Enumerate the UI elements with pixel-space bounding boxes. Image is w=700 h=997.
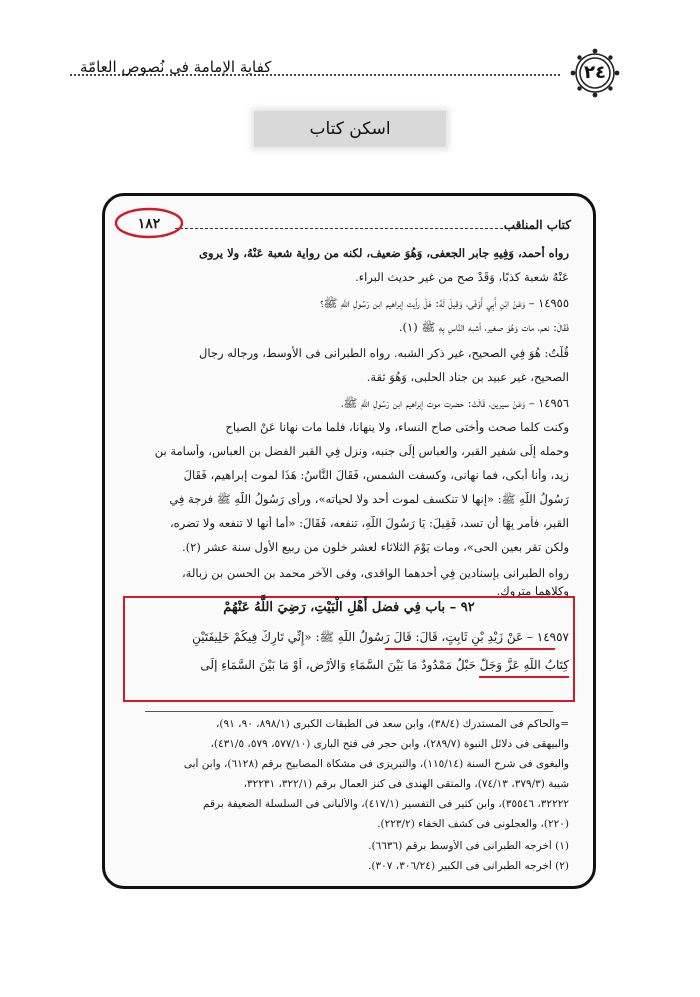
scan-book-title: كتاب المناقب (503, 218, 571, 232)
scan-line: وكنت كلما صحت وأختى صاح النساء، ولا ينهانا، فلما مات نهانا عَنْ الصياح (225, 420, 569, 434)
chapter-title: ٩٢ – باب فِي فضل أَهْلِ الْبَيْتِ، رَضِيَ اللَّهُ عَنْهُمْ (223, 600, 475, 615)
scan-line: القبر، فأمر بِهَا أن تسد، فَقِيلَ: يَا رَسُولَ اللَّهِ، تنفعه، فَقَالَ: «أما أنها لا تنفعه ولا تضره، (169, 516, 569, 530)
scan-line: الصحيح، غير عبيد بن جناد الحلبى، وَهُوَ ثقة. (366, 370, 569, 384)
hadith-line: كِتَابُ اللَّهِ عَزَّ وَجَلَّ حَبْلٌ مَمْدُودٌ مَا بَيْنَ السَّمَاءِ وَالأَرْضِ، أَوْ مَا بَيْنَ السَّمَاءِ إِلَى (200, 658, 569, 672)
footnote-rule (145, 711, 553, 712)
footnote-line: =والحاكم فى المستدرك (٣٨/٤)، وابن سعد فى الطبقات الكبرى (٨٩٨/١، ٩٠، ٩١)، (216, 718, 569, 730)
footnote-line: (٢٢٠)، والعجلونى فى كشف الخفاء (٢٢٣/٢). (377, 818, 569, 830)
footnote-line: شيبة (٣٧٩/٣، ٧٤/١٣)، والمتقى الهندى فى كنز العمال برقم (٣٢٢/١، ٣٢٢٣١، (243, 778, 569, 790)
highlight-underline (479, 676, 569, 678)
scan-line: ١٤٩٥٦ – وَعَنْ سيرين، قَالَتْ: حضرت موت إبراهيم ابن رَسُولِ اللَّهِ ﷺ، (341, 396, 569, 410)
scan-line: زيد، وأنا أبكى، فما نهانى، وكسفت الشمس، فَقَالَ النَّاسُ: هَذَا لموت إبراهيم، فَقَالَ (183, 468, 569, 482)
scanned-page (105, 196, 593, 886)
scan-line: رواه الطبرانى بإسنادين فِي أحدهما الواقدى، وفى الآخر محمد بن الحسن بن زبالة، (181, 566, 569, 580)
scan-line: عَنْهُ شعبة كذبًا، وَقَدْ صح من غير حديث البراء. (355, 270, 569, 284)
scan-header-rule (175, 228, 523, 229)
scan-line: وكلاهما متروك. (496, 584, 569, 598)
footnote-line: والبغوى فى شرح السنة (١١٥/١٤)، والتبريزى فى مشكاة المصابيح برقم (٦١٢٨)، وابن أبى (183, 758, 569, 770)
scan-line: ١٤٩٥٥ – وَعَنْ ابْنِ أَبِي أَوْفَى، وَقِيلَ لَهُ: هَلْ رأيت إبراهيم ابن رَسُولِ اللَّهِ ﷺ؟ (320, 296, 569, 310)
scan-line: رَسُولُ اللَّهِ ﷺ: «إنها لا تنكسف لموت أحد ولا لحياته»، ورأى رَسُولُ اللَّهِ ﷺ فرجة فِي (169, 492, 569, 506)
footnote-line: (٢) أخرجه الطبرانى فى الكبير (٣٠٦/٢٤، ٣٠٧). (368, 860, 569, 872)
footnote-line: ٣٢٢٢٢، ٣٥٥٤٦)، وابن كثير فى التفسير (٤١٧/١)، والألبانى فى السلسلة الضعيفة برقم (203, 798, 569, 810)
scan-line: ولكن تقر بعين الحى»، ومات يَوْمَ الثلاثاء لعشر خلون من ربيع الأول سنة عشر (٢). (181, 540, 569, 554)
scan-line: فَقَالَ: نعم، مات وَهُوَ صغير، أشبه النَّاسِ بِهِ ﷺ (١). (398, 320, 569, 334)
scan-line: رواه أحمد، وَفِيهِ جابر الجعفى، وَهُوَ ضعيف، لكنه من رواية شعبة عَنْهُ، ولا يروى (199, 246, 569, 260)
highlight-underline (385, 648, 555, 650)
scanned-page-frame (102, 193, 596, 889)
scan-label: اسكن كتاب (254, 111, 446, 147)
scan-line: قُلْتُ: هُوَ فِي الصحيح، غير ذكر الشبه. رواه الطبرانى فى الأوسط، ورجاله رجال (199, 346, 569, 360)
scan-line: وحمله إِلَى شفير القبر، والعباس إِلَى جنبه، ونزل فِي القبر الفضل بن العباس، وأسامة بن (154, 444, 569, 458)
scan-page-number: ١٨٢ (137, 216, 161, 232)
footnote-line: والبيهقى فى دلائل النبوة (٢٨٩/٧)، وابن حجر فى فتح البارى (٥٧٧/١٠، ٥٧٩، ٤٣١/٥)، (210, 738, 569, 750)
hadith-line: ١٤٩٥٧ – عَنْ زَيْدِ بْنِ ثَابِتٍ، قَالَ: قَالَ رَسُولُ اللَّهِ ﷺ: «إِنِّي تَارِكٌ فِيكُمْ خَلِيفَتَيْنِ (192, 630, 569, 644)
footnote-line: (١) أخرجه الطبرانى فى الأوسط برقم (٦٦٣٦). (368, 840, 569, 852)
page-number: ٢٤ (584, 62, 606, 83)
running-header-title: كفاية الإمامة فى نُصوص العامّة (80, 58, 272, 76)
